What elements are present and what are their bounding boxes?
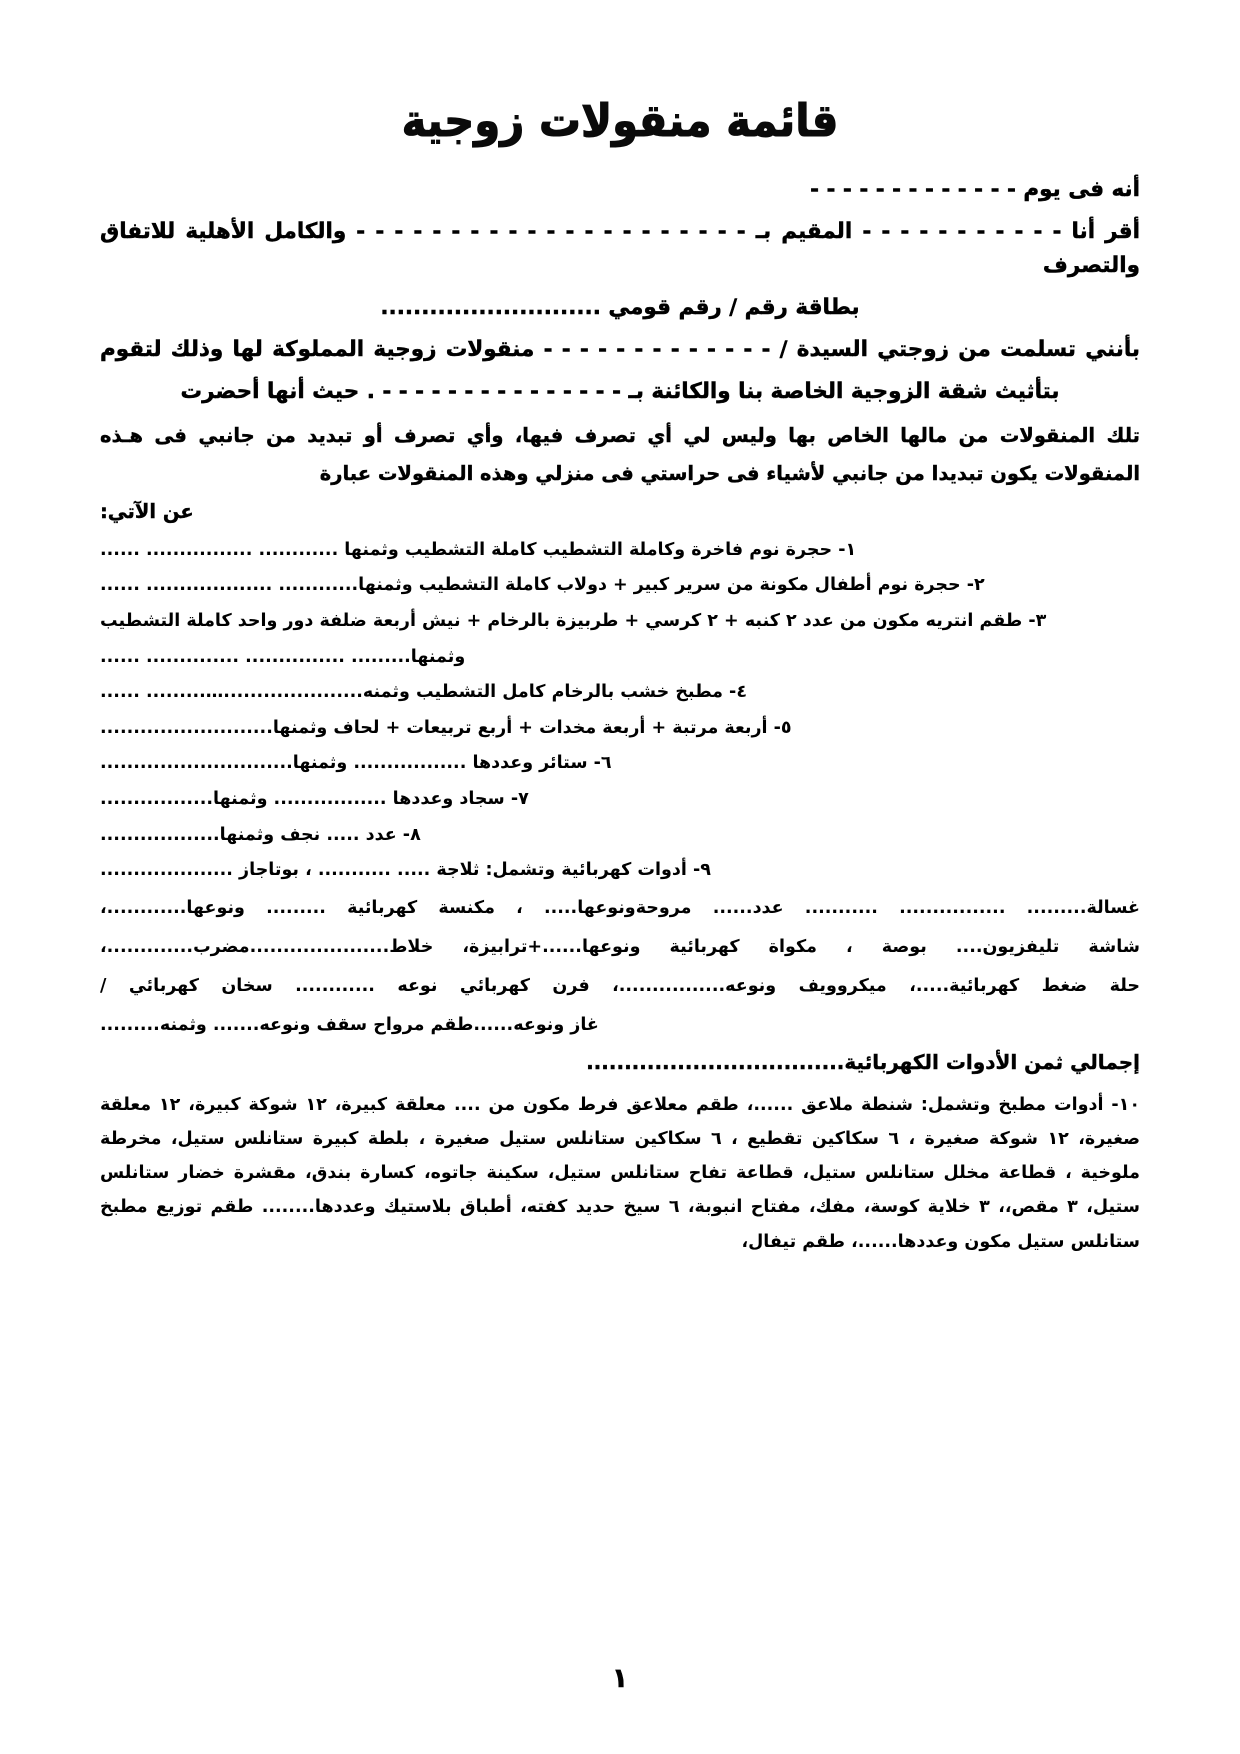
- body-paragraph-tail: عن الآتي:: [100, 499, 194, 523]
- body-paragraph-text: تلك المنقولات من مالها الخاص بها وليس لي أي تصرف فيها، وأي تصرف أو تبديد من جانبي فى هـذه المنقولات يكون تبديدا من جانبي لأشياء فى حراستي فى منزلي وهذه المنقولات عبارة: [100, 423, 1140, 485]
- list-item-number: ٥-: [773, 717, 792, 738]
- intro-line-declarant: أقر أنا - - - - - - - - - - - المقيم بـ - - - - - - - - - - - - - - - - - - - - - والكامل الأهلية للاتفاق والتصرف: [100, 218, 1140, 279]
- list-item-text: أدوات مطبخ وتشمل: شنطة ملاعق ......، طقم معلاعق فرط مكون من .... معلقة كبيرة، ١٢ شوكة كبيرة، ١٢ معلقة صغيرة، ١٢ شوكة صغيرة ، ٦ سكاكين تقطيع ، ٦ سكاكين ستانلس ستيل صغيرة ، بلطة كبيرة ستانلس ستيل، مخرطة ملوخية ، قطاعة مخلل ستانلس ستيل، قطاعة تفاح ستانلس ستيل، سكينة جاتوه، كسارة بندق، مقشرة خضار ستانلس ستيل، ٣ مقص،، ٣ خلاية كوسة، مفك، مفتاح انبوبة، ٦ سيخ حديد كفته، أطباق بلاستيك وعددها........ طقم توزيع مطبخ ستانلس ستيل مكون وعددها......، طقم تيفال،: [100, 1095, 1141, 1252]
- list-item: [100, 679, 1140, 706]
- electric-appliances-block: [100, 893, 1140, 1040]
- list-item-number: ٧-: [510, 788, 529, 809]
- body-paragraph: [100, 417, 1140, 531]
- electric-line: غاز ونوعه......طقم مرواح سقف ونوعه....... وثمنه.........: [100, 1014, 599, 1035]
- list-item-number: ٣-: [1028, 610, 1047, 631]
- list-item: [100, 715, 1140, 742]
- list-item-number: ٨-: [402, 824, 421, 845]
- intro-line-id-number: بطاقة رقم / رقم قومي ...........................: [380, 295, 860, 321]
- list-item-continuation: وثمنها......... ............... .............. ......: [100, 646, 466, 667]
- list-item-text: حجرة نوم أطفال مكونة من سرير كبير + دولاب كاملة التشطيب وثمنها............ ................... ......: [100, 575, 961, 596]
- electric-line: شاشة تليفزيون.... بوصة ، مكواة كهربائية ونوعها......+ترابيزة، خلاط.....................مضرب.............،: [100, 936, 1140, 957]
- list-item-number: ٤-: [729, 682, 747, 703]
- list-item-text: أربعة مرتبة + أربعة مخدات + أربع تربيعات + لحاف وثمنها..........................: [100, 717, 768, 738]
- intro-line-received: بأنني تسلمت من زوجتي السيدة / - - - - - - - - - - - - - منقولات زوجية المملوكة لها وذلك لتقوم: [100, 337, 1140, 363]
- electric-line: حلة ضغط كهربائية.....، ميكروويف ونوعه................، فرن كهربائي نوعه ............ سخان كهربائي /: [100, 975, 1140, 996]
- list-item: [100, 786, 1140, 813]
- page-number: ١: [611, 1663, 629, 1694]
- list-item-number: ١٠-: [1111, 1095, 1141, 1116]
- list-item: [100, 572, 1140, 599]
- list-item-number: ٩-: [692, 860, 711, 881]
- list-item-text: طقم انتريه مكون من عدد ٢ كنبه + ٢ كرسي + طربيزة بالرخام + نيش أربعة ضلفة دور واحد كاملة التشطيب: [100, 610, 1023, 631]
- list-item: [100, 857, 1140, 884]
- list-item-text: مطبخ خشب بالرخام كامل التشطيب وثمنه.....................…......... ......: [100, 682, 723, 703]
- list-item-number: ١-: [838, 539, 857, 560]
- electric-total-label: إجمالي ثمن الأدوات الكهربائية..................................: [586, 1050, 1140, 1075]
- page-title: قائمة منقولات زوجية: [401, 94, 839, 147]
- list-item-text: عدد ..... نجف وثمنها..................: [100, 824, 397, 845]
- list-item-number: ٦-: [593, 753, 612, 774]
- electric-line: غسالة......... ................ ........... عدد...... مروحةونوعها..... ، مكنسة كهربائية ......... ونوعها............،: [100, 897, 1140, 918]
- list-item-text: ستائر وعددها ................. وثمنها.............................: [100, 753, 588, 774]
- list-item-text: أدوات كهربائية وتشمل: ثلاجة ..... ........... ، بوتاجاز ....................: [100, 860, 687, 881]
- list-item: [100, 750, 1140, 777]
- intro-block: [100, 173, 1140, 410]
- list-item-number: ٢-: [966, 575, 985, 596]
- intro-line-date: أنه فى يوم - - - - - - - - - - - - -: [810, 176, 1140, 202]
- list-item-text: سجاد وعددها ................. وثمنها.................: [100, 788, 505, 809]
- kitchen-utensils-item: [100, 1088, 1140, 1259]
- list-item-text: حجرة نوم فاخرة وكاملة التشطيب كاملة التشطيب وثمنها ............ ................ ......: [100, 539, 833, 560]
- list-item: [100, 537, 1140, 564]
- movables-list: [100, 537, 1140, 884]
- list-item: [100, 608, 1140, 635]
- list-item: [100, 822, 1140, 849]
- intro-line-residence: بتأثيث شقة الزوجية الخاصة بنا والكائنة بـ - - - - - - - - - - - - - - - . حيث أنها أحضرت: [180, 378, 1060, 404]
